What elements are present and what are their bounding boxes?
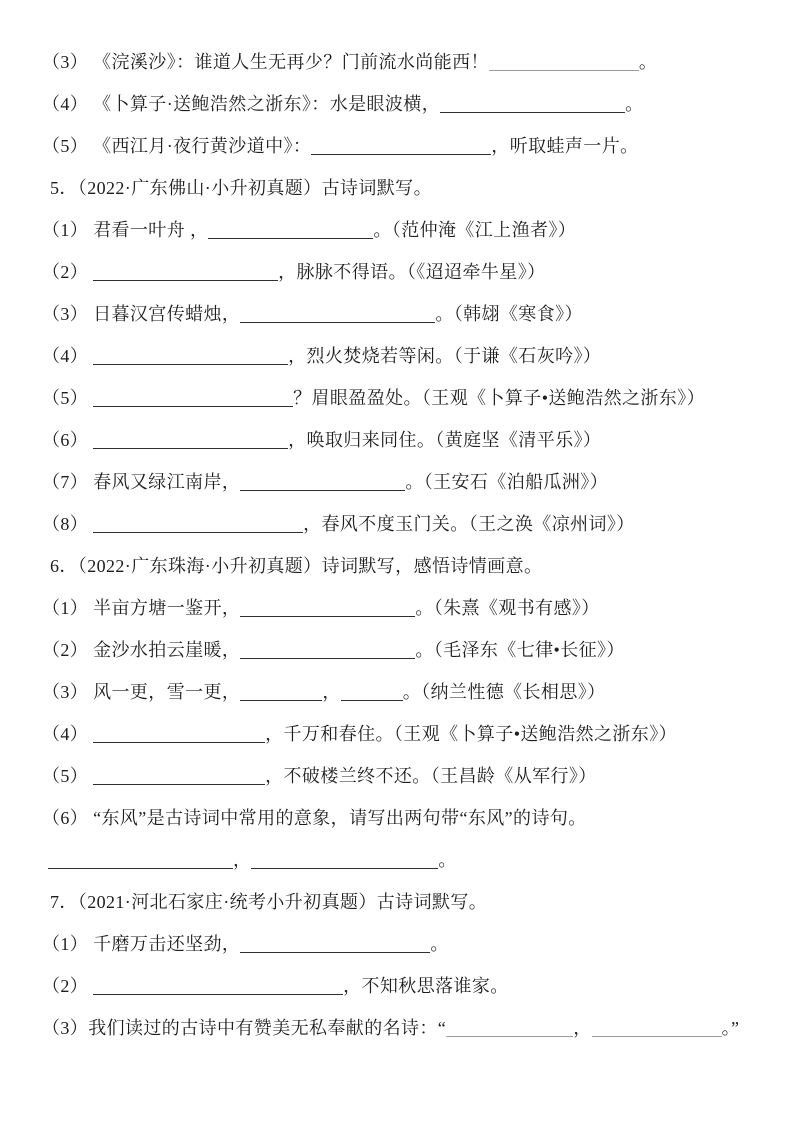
- line-text: 。（韩翃《寒食》）: [435, 304, 583, 324]
- line-text: （6）: [42, 430, 94, 450]
- line-text: （4）: [42, 346, 94, 366]
- answer-blank: [240, 697, 322, 701]
- answer-blank: [592, 1033, 722, 1037]
- answer-blank: [440, 109, 625, 113]
- answer-blank: [251, 865, 438, 869]
- worksheet-body: [0, 48, 793, 1056]
- question-line: [0, 678, 793, 720]
- line-text: 5．（2022·广东佛山·小升初真题）古诗词默写。: [50, 178, 432, 198]
- question-line: [0, 426, 793, 468]
- answer-blank: [341, 697, 403, 701]
- question-line: [0, 804, 793, 846]
- answer-blank: [311, 151, 491, 155]
- line-text: （1） 千磨万击还坚劲，: [42, 934, 241, 954]
- line-text: 。（王安石《泊船瓜洲》）: [405, 472, 609, 492]
- section-header: [0, 552, 793, 594]
- line-text: 7．（2021·河北石家庄·统考小升初真题）古诗词默写。: [50, 892, 488, 912]
- question-line: [0, 636, 793, 678]
- answer-line: [0, 846, 793, 888]
- answer-blank: [240, 319, 435, 323]
- question-line: [0, 300, 793, 342]
- answer-blank: [93, 991, 343, 995]
- question-line: [0, 720, 793, 762]
- line-text: ？眉眼盈盈处。（王观《卜算子•送鲍浩然之浙东》）: [293, 388, 706, 408]
- line-text: ，: [233, 850, 252, 870]
- line-text: 。: [625, 94, 644, 114]
- answer-blank: [446, 1033, 573, 1037]
- line-text: （6） “东风”是古诗词中常用的意象，请写出两句带“东风”的诗句。: [42, 808, 587, 828]
- line-text: （3） 风一更，雪一更，: [42, 682, 241, 702]
- line-text: 。（范仲淹《江上渔者》）: [373, 220, 577, 240]
- question-line: [0, 1014, 793, 1056]
- question-line: [0, 258, 793, 300]
- line-text: 。: [430, 934, 449, 954]
- section-header: [0, 888, 793, 930]
- line-text: ，听取蛙声一片。: [491, 136, 639, 156]
- answer-blank: [240, 655, 415, 659]
- line-text: （3）我们读过的古诗中有赞美无私奉献的名诗：“: [42, 1018, 447, 1038]
- line-text: ，: [573, 1018, 592, 1038]
- answer-blank: [93, 529, 303, 533]
- line-text: ，: [322, 682, 341, 702]
- question-line: [0, 930, 793, 972]
- line-text: （1） 半亩方塘一鉴开，: [42, 598, 241, 618]
- line-text: （5） 《西江月·夜行黄沙道中》：: [42, 136, 312, 156]
- question-line: [0, 594, 793, 636]
- line-text: （4） 《卜算子·送鲍浩然之浙东》：水是眼波横，: [42, 94, 441, 114]
- question-line: [0, 468, 793, 510]
- answer-blank: [48, 865, 233, 869]
- line-text: 6．（2022·广东珠海·小升初真题）诗词默写，感悟诗情画意。: [50, 556, 543, 576]
- line-text: （1） 君看一叶舟 ，: [42, 220, 209, 240]
- line-text: （3） 日暮汉宫传蜡烛，: [42, 304, 241, 324]
- line-text: 。（朱熹《观书有感》）: [415, 598, 600, 618]
- answer-blank: [93, 781, 265, 785]
- section-header: [0, 174, 793, 216]
- line-text: （5）: [42, 766, 94, 786]
- answer-blank: [93, 445, 288, 449]
- line-text: （2） 金沙水拍云崖暖，: [42, 640, 241, 660]
- answer-blank: [240, 487, 405, 491]
- line-text: ，不知秋思落谁家。: [343, 976, 509, 996]
- question-line: [0, 384, 793, 426]
- answer-blank: [93, 403, 293, 407]
- question-line: [0, 972, 793, 1014]
- line-text: ，唤取归来同住。（黄庭坚《清平乐》）: [288, 430, 602, 450]
- question-line: [0, 48, 793, 90]
- answer-blank: [93, 361, 288, 365]
- question-line: [0, 342, 793, 384]
- question-line: [0, 132, 793, 174]
- line-text: （8）: [42, 514, 94, 534]
- line-text: （2）: [42, 262, 94, 282]
- answer-blank: [240, 949, 430, 953]
- answer-blank: [240, 613, 415, 617]
- line-text: ，春风不度玉门关。（王之涣《凉州词》）: [303, 514, 635, 534]
- question-line: [0, 510, 793, 552]
- line-text: （4）: [42, 724, 94, 744]
- answer-blank: [489, 67, 639, 71]
- line-text: 。: [438, 850, 457, 870]
- line-text: 。”: [721, 1018, 740, 1038]
- line-text: （2）: [42, 976, 94, 996]
- question-line: [0, 216, 793, 258]
- line-text: 。: [638, 52, 658, 72]
- answer-blank: [208, 235, 373, 239]
- question-line: [0, 90, 793, 132]
- line-text: ，脉脉不得语。（《迢迢牵牛星》）: [278, 262, 546, 282]
- line-text: ，千万和春住。（王观《卜算子•送鲍浩然之浙东》）: [265, 724, 678, 744]
- answer-blank: [93, 739, 265, 743]
- question-line: [0, 762, 793, 804]
- line-text: （3） 《浣溪沙》：谁道人生无再少？门前流水尚能西！: [42, 52, 489, 72]
- line-text: 。（毛泽东《七律•长征》）: [415, 640, 625, 660]
- line-text: 。（纳兰性德《长相思》）: [402, 682, 606, 702]
- line-text: ，不破楼兰终不还。（王昌龄《从军行》）: [265, 766, 597, 786]
- answer-blank: [93, 277, 278, 281]
- line-text: （7） 春风又绿江南岸，: [42, 472, 241, 492]
- line-text: （5）: [42, 388, 94, 408]
- line-text: ，烈火焚烧若等闲。（于谦《石灰吟》）: [288, 346, 602, 366]
